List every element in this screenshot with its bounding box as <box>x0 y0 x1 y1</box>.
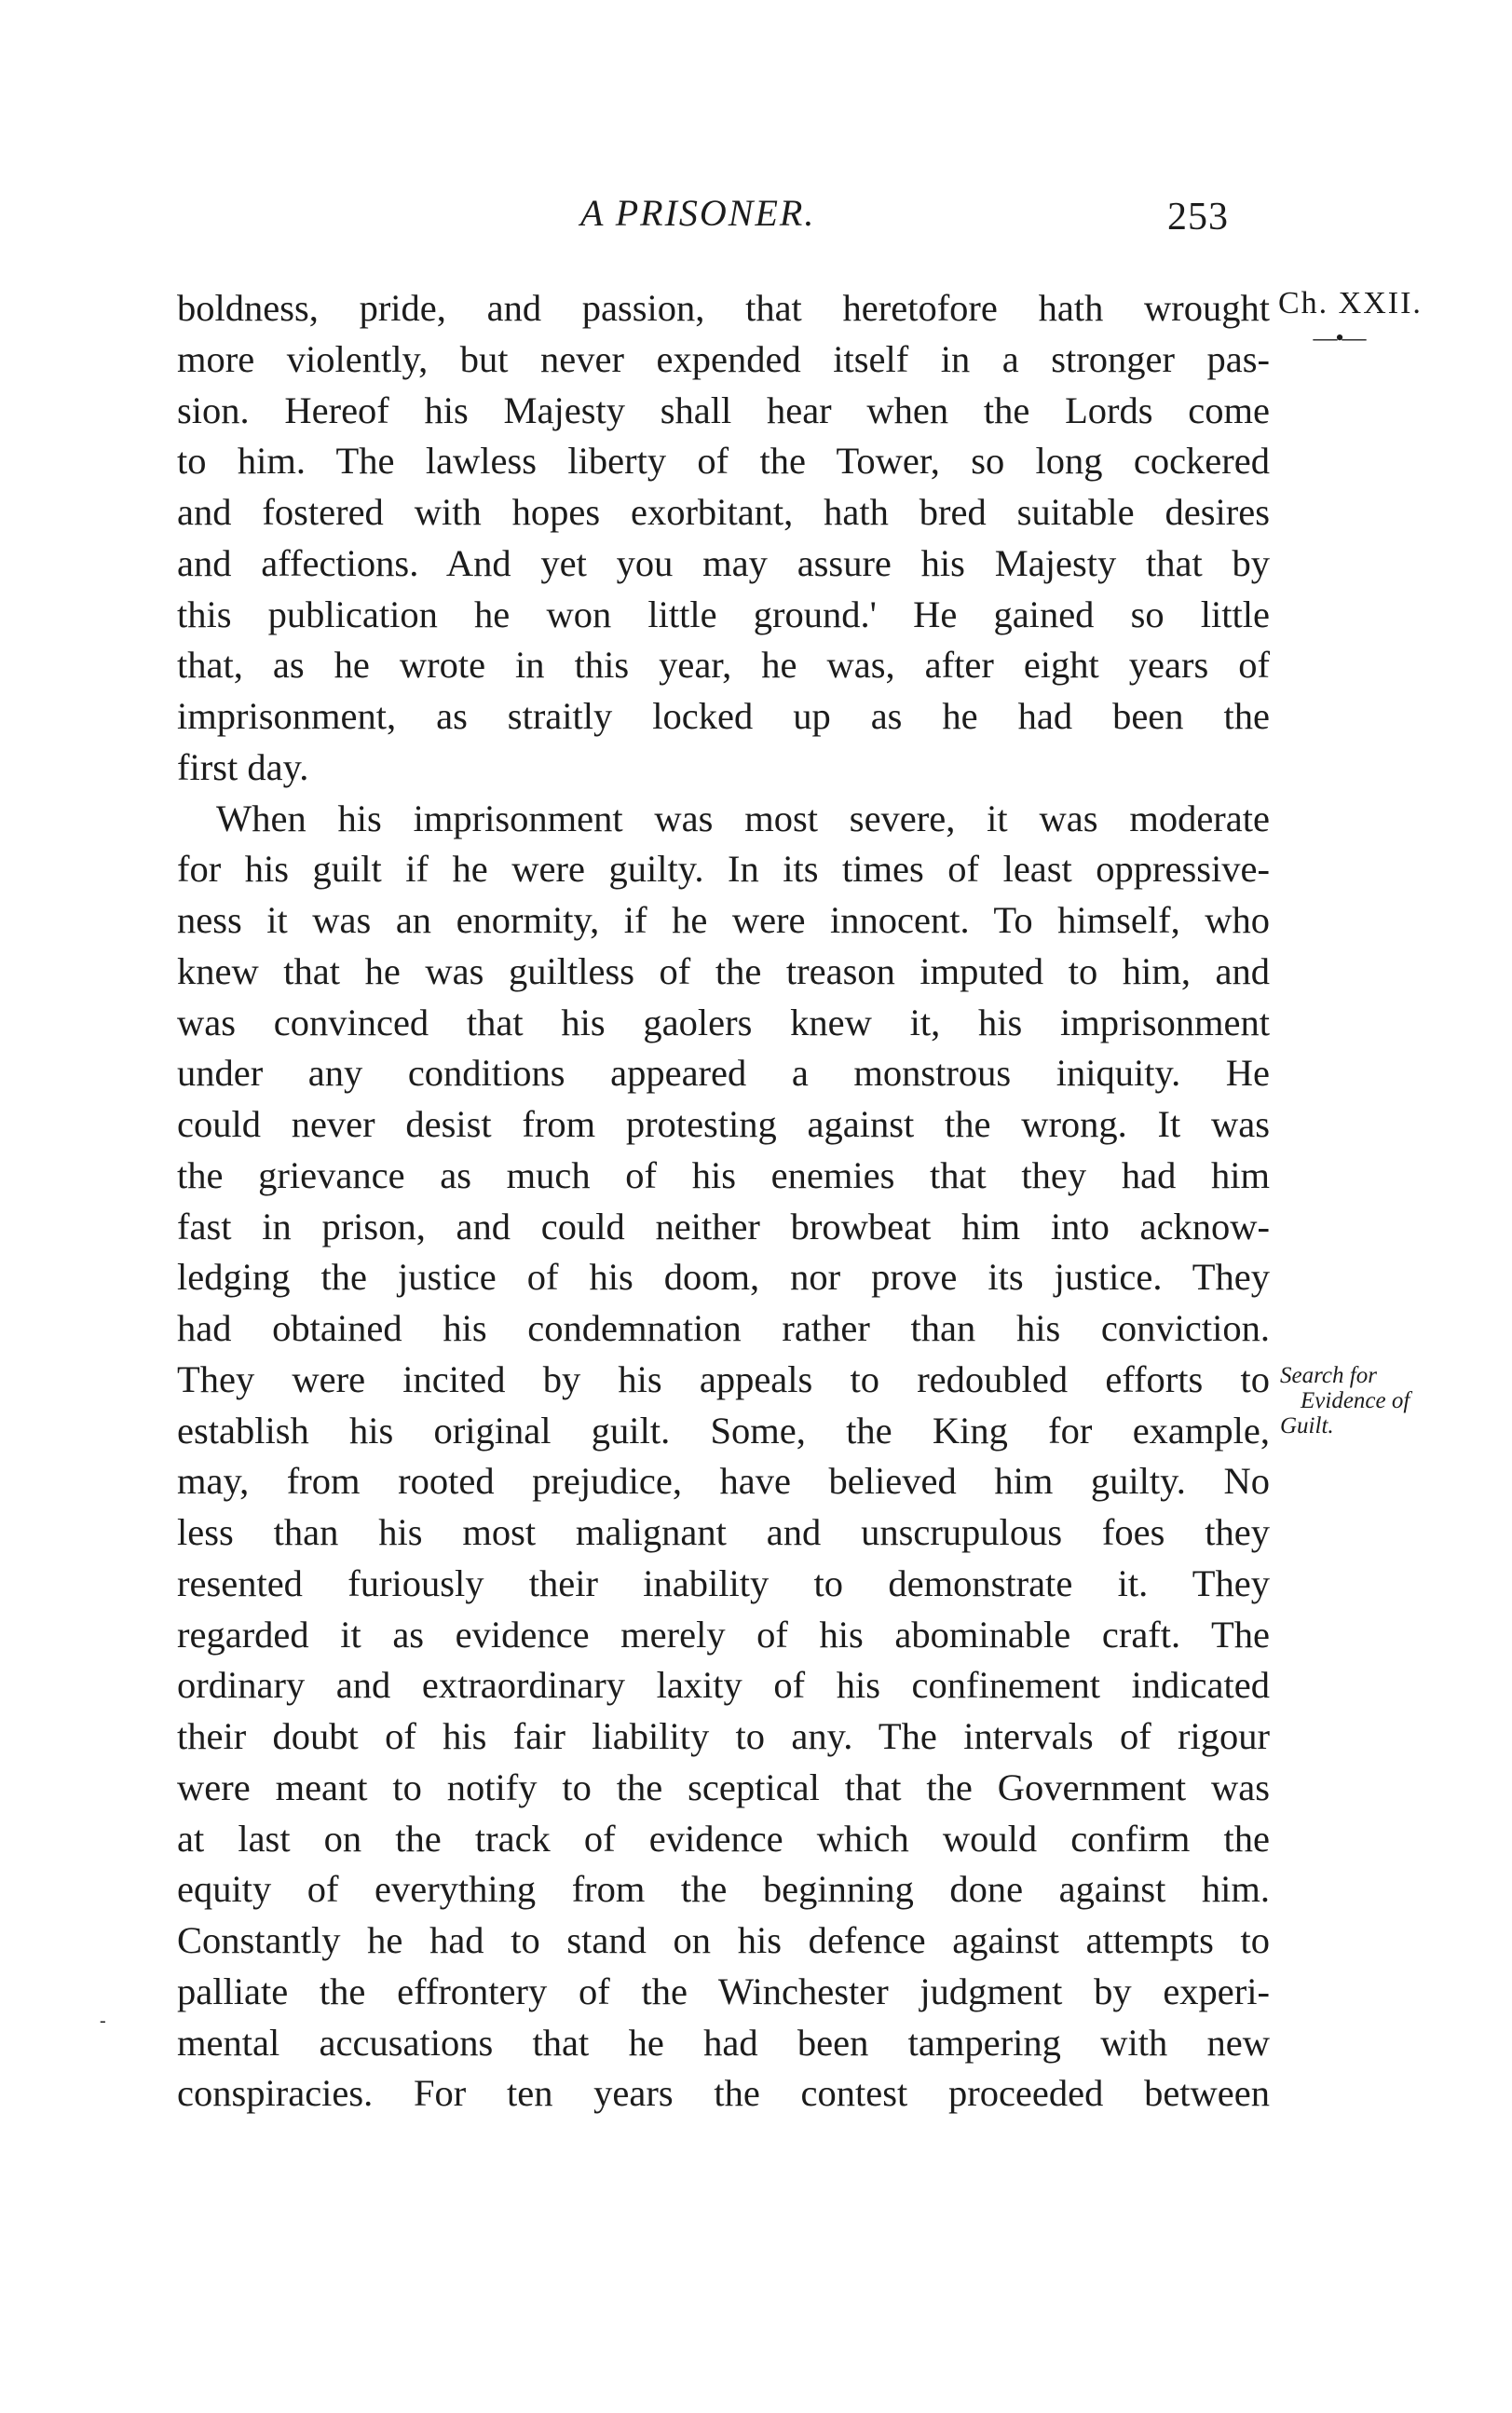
body-text <box>177 283 1270 2120</box>
text-line: resented furiously their inability to demonstrate it. They <box>177 1561 1270 1604</box>
text-line: more violently, but never expended itself in a stronger pas- <box>177 337 1270 380</box>
text-line: and fostered with hopes exorbitant, hath bred suitable desires <box>177 491 1270 533</box>
text-line: this publication he won little ground.' He gained so little <box>177 593 1270 635</box>
text-line: at last on the track of evidence which would confirm the <box>177 1817 1270 1860</box>
text-line: fast in prison, and could neither browbeat him into acknow- <box>177 1205 1270 1247</box>
side-note-line: Search for <box>1280 1363 1377 1388</box>
text-line: ness it was an enormity, if he were innocent. To himself, who <box>177 899 1270 941</box>
side-note-line: Guilt. <box>1280 1413 1334 1438</box>
text-line: regarded it as evidence merely of his abominable craft. The <box>177 1613 1270 1656</box>
text-line: conspiracies. For ten years the contest proceeded between <box>177 2072 1270 2115</box>
text-line: They were incited by his appeals to redoubled efforts to <box>177 1357 1270 1400</box>
text-line: establish his original guilt. Some, the King for example, <box>177 1409 1270 1452</box>
side-note-line: Evidence of <box>1301 1388 1410 1413</box>
text-line: the grievance as much of his enemies that they had him <box>177 1153 1270 1196</box>
page-number: 253 <box>1167 196 1229 239</box>
running-title: A PRISONER. <box>580 192 816 234</box>
text-line: palliate the effrontery of the Winchester judgment by experi- <box>177 1970 1270 2012</box>
text-line: less than his most malignant and unscrupulous foes they <box>177 1511 1270 1553</box>
text-line: was convinced that his gaolers knew it, his imprisonment <box>177 1001 1270 1043</box>
text-line: had obtained his condemnation rather than his conviction. <box>177 1307 1270 1349</box>
text-line: to him. The lawless liberty of the Tower, so long cockered <box>177 440 1270 483</box>
text-line: equity of everything from the beginning done against him. <box>177 1868 1270 1911</box>
text-line: imprisonment, as straitly locked up as he had been the <box>177 695 1270 737</box>
ornament-rule-icon: —•— <box>1313 324 1365 351</box>
text-line: boldness, pride, and passion, that heretofore hath wrought <box>177 287 1270 329</box>
text-line: knew that he was guiltless of the treason imputed to him, and <box>177 949 1270 992</box>
text-line: may, from rooted prejudice, have believed him guilty. No <box>177 1460 1270 1503</box>
text-line: ledging the justice of his doom, nor prove its justice. They <box>177 1256 1270 1299</box>
paragraph-start-line: When his imprisonment was most severe, it was moderate <box>216 797 1270 839</box>
text-line: ordinary and extraordinary laxity of his confinement indicated <box>177 1664 1270 1707</box>
text-line: under any conditions appeared a monstrous iniquity. He <box>177 1052 1270 1095</box>
text-line: Constantly he had to stand on his defence against attempts to <box>177 1919 1270 1961</box>
side-note <box>1280 1363 1457 1438</box>
running-head <box>0 191 1512 247</box>
stray-mark: - <box>100 2011 106 2031</box>
text-line: first day. <box>177 745 309 788</box>
text-line: mental accusations that he had been tampering with new <box>177 2021 1270 2064</box>
text-line: were meant to notify to the sceptical that the Government was <box>177 1765 1270 1808</box>
text-line: that, as he wrote in this year, he was, after eight years of <box>177 644 1270 687</box>
text-line: could never desist from protesting against the wrong. It was <box>177 1103 1270 1145</box>
chapter-marginal-note: Ch. XXII. <box>1278 286 1423 320</box>
text-line: and affections. And yet you may assure his Majesty that by <box>177 541 1270 584</box>
text-line: their doubt of his fair liability to any. The intervals of rigour <box>177 1715 1270 1757</box>
text-line: sion. Hereof his Majesty shall hear when the Lords come <box>177 389 1270 431</box>
text-line: for his guilt if he were guilty. In its times of least oppressive- <box>177 848 1270 891</box>
